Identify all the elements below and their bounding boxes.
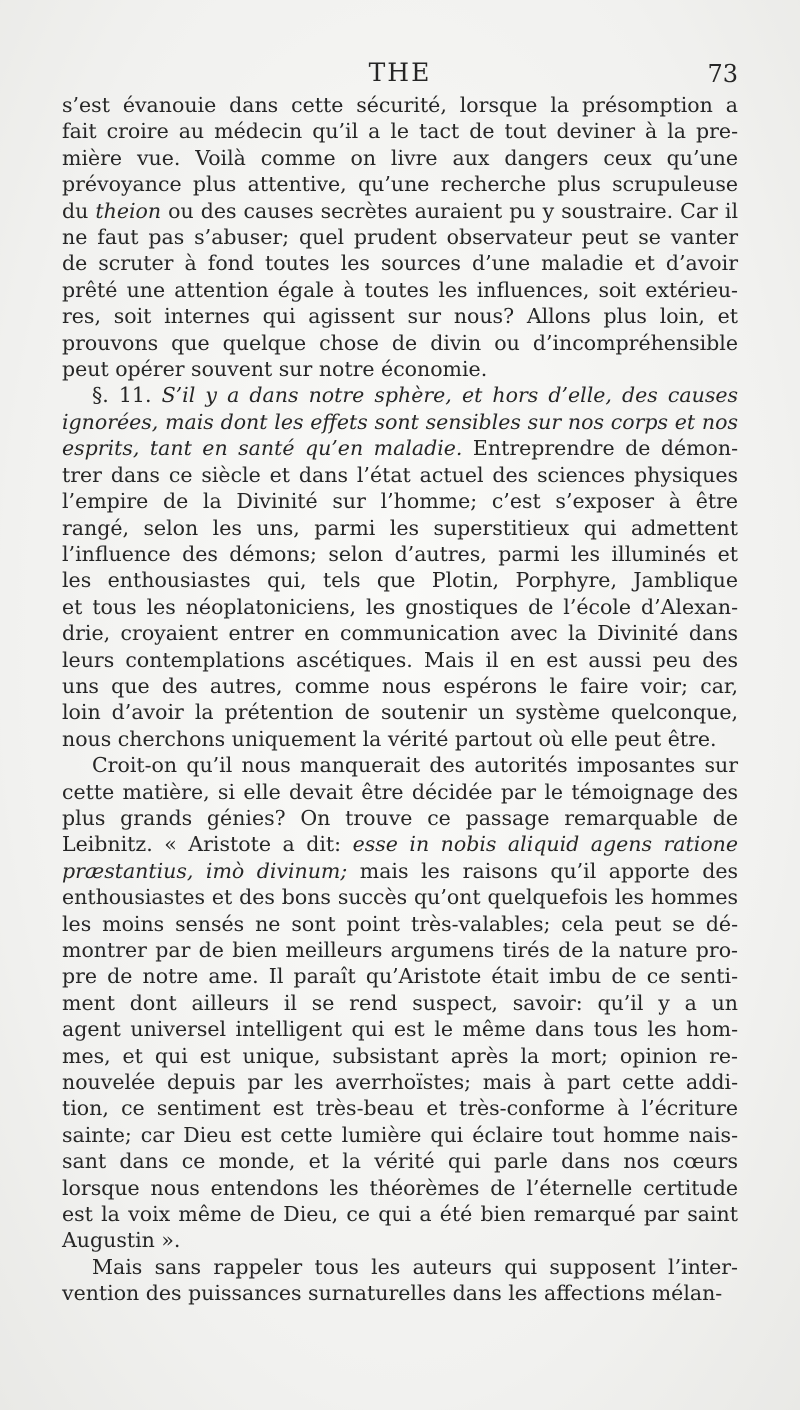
text-line: [62, 805, 738, 831]
text-segment: res, soit internes qui agissent sur nous? Allons plus loin, et: [62, 304, 738, 329]
text-line: [62, 356, 738, 382]
text-segment: nous cherchons uniquement la vérité partout où elle peut être.: [62, 726, 717, 751]
text-segment: agent universel intelligent qui est le même dans tous les hom-: [62, 1017, 738, 1042]
text-line: [62, 171, 738, 197]
text-line: [62, 620, 738, 646]
paragraph: [62, 382, 738, 752]
text-line: [62, 726, 738, 752]
text-line: [62, 435, 738, 461]
italic-segment: ignorées, mais dont les effets sont sensibles sur nos corps et nos: [62, 409, 738, 434]
text-segment: uns que des autres, comme nous espérons le faire voir; car,: [62, 673, 738, 698]
text-line: [62, 277, 738, 303]
text-line: [62, 911, 738, 937]
page-number: 73: [707, 60, 738, 88]
text-segment: cette matière, si elle devait être décidée par le témoignage des: [62, 779, 738, 804]
paragraph: [62, 752, 738, 1254]
text-segment: Entreprendre de démon-: [462, 436, 738, 461]
italic-segment: esse in nobis aliquid agens ratione: [352, 832, 738, 857]
text-line: [62, 1069, 738, 1095]
text-segment: §. 11.: [92, 383, 162, 408]
text-line: [62, 1280, 738, 1306]
text-segment: pre de notre ame. Il paraît qu’Aristote était imbu de ce senti-: [62, 964, 738, 989]
text-segment: montrer par de bien meilleurs argumens tirés de la nature pro-: [62, 938, 738, 962]
text-line: [62, 330, 738, 356]
text-segment: les enthousiastes qui, tels que Plotin, Porphyre, Jamblique: [62, 568, 738, 593]
text-line: [62, 752, 738, 778]
text-line: [62, 198, 738, 224]
text-segment: est la voix même de Dieu, ce qui a été bien remarqué par saint: [62, 1202, 738, 1227]
text-line: [62, 1095, 738, 1121]
body-text: [62, 92, 738, 1307]
text-segment: ne faut pas s’abuser; quel prudent observateur peut se vanter: [62, 225, 738, 250]
text-line: [62, 673, 738, 699]
paragraph: [62, 1254, 738, 1307]
text-segment: leurs contemplations ascétiques. Mais il en est aussi peu des: [62, 647, 738, 672]
text-segment: Mais sans rappeler tous les auteurs qui supposent l’inter-: [92, 1254, 738, 1279]
text-line: [62, 990, 738, 1016]
text-line: [62, 382, 738, 408]
text-line: [62, 1175, 738, 1201]
text-line: [62, 567, 738, 593]
text-line: [62, 1016, 738, 1042]
text-segment: prévoyance plus attentive, qu’une recherche plus scrupuleuse: [62, 172, 738, 197]
running-head: THE: [368, 58, 432, 87]
text-segment: vention des puissances surnaturelles dans les affections mélan-: [62, 1281, 723, 1306]
text-line: [62, 831, 738, 857]
text-line: [62, 1227, 738, 1253]
text-segment: de scruter à fond toutes les sources d’une maladie et d’avoir: [62, 251, 738, 276]
text-segment: rangé, selon les uns, parmi les superstitieux qui admettent: [62, 515, 738, 540]
text-line: [62, 594, 738, 620]
text-line: [62, 224, 738, 250]
text-segment: loin d’avoir la prétention de soutenir un système quelconque,: [62, 700, 738, 725]
text-line: [62, 92, 738, 118]
text-segment: Augustin ».: [62, 1228, 181, 1253]
text-segment: peut opérer souvent sur notre économie.: [62, 357, 488, 382]
text-line: [62, 1254, 738, 1280]
text-segment: tion, ce sentiment est très-beau et très-conforme à l’écriture: [62, 1096, 738, 1121]
text-segment: enthousiastes et des bons succès qu’ont quelquefois les hommes: [62, 885, 738, 910]
text-segment: mière vue. Voilà comme on livre aux dangers ceux qu’une: [62, 145, 738, 170]
text-line: [62, 1148, 738, 1174]
text-line: [62, 699, 738, 725]
text-line: [62, 250, 738, 276]
italic-segment: esprits, tant en santé qu’en maladie.: [62, 436, 463, 461]
text-segment: du: [62, 198, 96, 223]
text-line: [62, 647, 738, 673]
text-line: [62, 779, 738, 805]
text-line: [62, 884, 738, 910]
text-segment: prouvons que quelque chose de divin ou d’incompréhensible: [62, 330, 738, 355]
text-line: [62, 462, 738, 488]
text-segment: et tous les néoplatoniciens, les gnostiques de l’école d’Alexan-: [62, 594, 738, 619]
text-line: [62, 145, 738, 171]
text-segment: mes, et qui est unique, subsistant après la mort; opinion re-: [62, 1043, 738, 1068]
text-line: [62, 1122, 738, 1148]
italic-segment: theion: [95, 198, 162, 223]
text-line: [62, 541, 738, 567]
text-line: [62, 963, 738, 989]
page-header: [62, 58, 738, 92]
text-segment: prêté une attention égale à toutes les influences, soit extérieu-: [62, 277, 738, 302]
text-segment: fait croire au médecin qu’il a le tact de tout deviner à la pre-: [62, 119, 738, 144]
paragraph: [62, 92, 738, 382]
text-line: [62, 1201, 738, 1227]
text-segment: drie, croyaient entrer en communication avec la Divinité dans: [62, 621, 738, 646]
text-line: [62, 303, 738, 329]
text-segment: l’empire de la Divinité sur l’homme; c’est s’exposer à être: [62, 489, 738, 514]
italic-segment: S’il y a dans notre sphère, et hors d’elle, des causes: [161, 383, 738, 408]
text-line: [62, 118, 738, 144]
text-line: [62, 1043, 738, 1069]
text-line: [62, 515, 738, 541]
text-line: [62, 409, 738, 435]
text-segment: Leibnitz. « Aristote a dit:: [62, 832, 353, 857]
text-segment: ou des causes secrètes auraient pu y soustraire. Car il: [161, 198, 739, 223]
text-segment: sant dans ce monde, et la vérité qui parle dans nos cœurs: [62, 1149, 738, 1174]
text-segment: ment dont ailleurs il se rend suspect, savoir: qu’il y a un: [62, 990, 738, 1015]
text-segment: sainte; car Dieu est cette lumière qui éclaire tout homme nais-: [62, 1122, 738, 1147]
text-segment: plus grands génies? On trouve ce passage remarquable de: [62, 805, 738, 830]
italic-segment: præstantius, imò divinum;: [62, 858, 348, 883]
text-line: [62, 858, 738, 884]
text-segment: s’est évanouie dans cette sécurité, lorsque la présomption a: [62, 93, 738, 117]
text-segment: lorsque nous entendons les théorèmes de l’éternelle certitude: [62, 1175, 738, 1200]
text-segment: les moins sensés ne sont point très-valables; cela peut se dé-: [62, 911, 738, 936]
text-segment: trer dans ce siècle et dans l’état actuel des sciences physiques: [62, 462, 738, 487]
text-segment: Croit-on qu’il nous manquerait des autorités imposantes sur: [92, 753, 738, 778]
text-segment: mais les raisons qu’il apporte des: [347, 858, 738, 883]
text-segment: nouvelée depuis par les averrhoïstes; mais à part cette addi-: [62, 1070, 738, 1095]
text-line: [62, 488, 738, 514]
text-line: [62, 937, 738, 963]
text-segment: l’influence des démons; selon d’autres, parmi les illuminés et: [62, 541, 738, 566]
